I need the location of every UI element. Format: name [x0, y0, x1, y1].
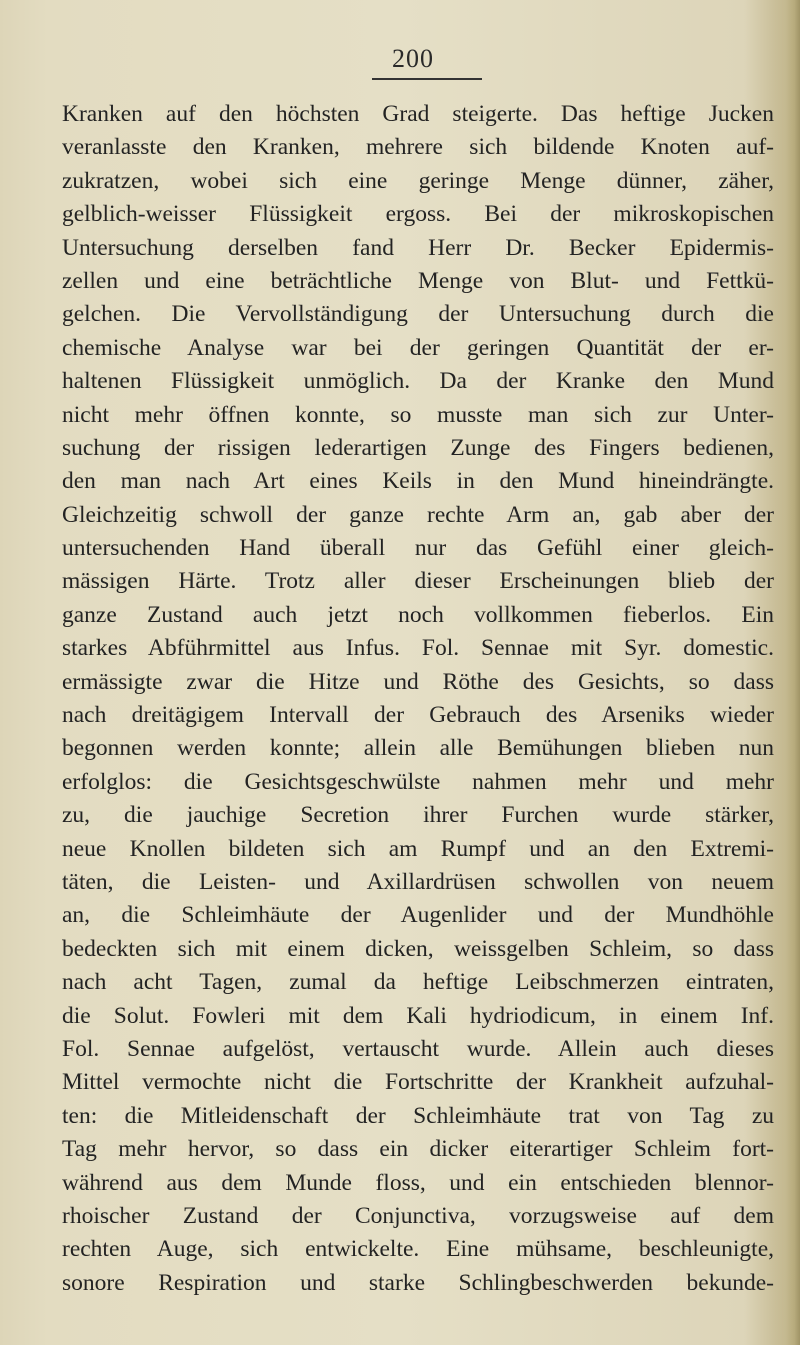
text-line: neue Knollen bildeten sich am Rumpf und an den Extremi- — [62, 835, 774, 862]
text-line: gelblich-weisser Flüssigkeit ergoss. Bei der mikroskopischen — [62, 201, 774, 228]
text-line: Tag mehr hervor, so dass ein dicker eiterartiger Schleim fort- — [62, 1136, 774, 1163]
text-line: zellen und eine beträchtliche Menge von Blut- und Fettkü- — [62, 267, 774, 294]
text-line: veranlasste den Kranken, mehrere sich bildende Knoten auf- — [62, 134, 774, 161]
text-line: täten, die Leisten- und Axillardrüsen schwollen von neuem — [62, 868, 774, 895]
text-line: an, die Schleimhäute der Augenlider und der Mundhöhle — [62, 902, 774, 929]
text-line: sonore Respiration und starke Schlingbeschwerden bekunde- — [62, 1269, 774, 1296]
text-line: untersuchenden Hand überall nur das Gefühl einer gleich- — [62, 535, 774, 562]
text-line: nach dreitägigem Intervall der Gebrauch des Arseniks wieder — [62, 702, 774, 729]
page-number-rule — [372, 78, 482, 80]
text-line: erfolglos: die Gesichtsgeschwülste nahmen mehr und mehr — [62, 768, 774, 795]
text-line: Untersuchung derselben fand Herr Dr. Becker Epidermis- — [62, 234, 774, 261]
page-number: 200 — [392, 44, 434, 73]
text-line: während aus dem Munde floss, und ein entschieden blennor- — [62, 1169, 774, 1196]
text-line: chemische Analyse war bei der geringen Quantität der er- — [62, 334, 774, 361]
text-line: starkes Abführmittel aus Infus. Fol. Sennae mit Syr. domestic. — [62, 635, 774, 662]
text-line: Gleichzeitig schwoll der ganze rechte Arm an, gab aber der — [62, 501, 774, 528]
text-line: gelchen. Die Vervollständigung der Untersuchung durch die — [62, 301, 774, 328]
text-line: Mittel vermochte nicht die Fortschritte der Krankheit aufzuhal- — [62, 1069, 774, 1096]
text-line: zu, die jauchige Secretion ihrer Furchen wurde stärker, — [62, 802, 774, 829]
text-line: nach acht Tagen, zumal da heftige Leibschmerzen eintraten, — [62, 969, 774, 996]
text-line: die Solut. Fowleri mit dem Kali hydriodicum, in einem Inf. — [62, 1002, 774, 1029]
text-line: begonnen werden konnte; allein alle Bemühungen blieben nun — [62, 735, 774, 762]
page-edge-shadow — [786, 0, 800, 1345]
text-line: haltenen Flüssigkeit unmöglich. Da der Kranke den Mund — [62, 368, 774, 395]
text-line: ganze Zustand auch jetzt noch vollkommen fieberlos. Ein — [62, 601, 774, 628]
text-line: ermässigte zwar die Hitze und Röthe des Gesichts, so dass — [62, 668, 774, 695]
text-line: rechten Auge, sich entwickelte. Eine mühsame, beschleunigte, — [62, 1236, 774, 1263]
text-line: zukratzen, wobei sich eine geringe Menge dünner, zäher, — [62, 167, 774, 194]
text-line: den man nach Art eines Keils in den Mund hineindrängte. — [62, 468, 774, 495]
text-line: bedeckten sich mit einem dicken, weissgelben Schleim, so dass — [62, 935, 774, 962]
body-text — [62, 98, 774, 1300]
text-line: rhoischer Zustand der Conjunctiva, vorzugsweise auf dem — [62, 1202, 774, 1229]
text-line: Fol. Sennae aufgelöst, vertauscht wurde. Allein auch dieses — [62, 1035, 774, 1062]
text-line: mässigen Härte. Trotz aller dieser Erscheinungen blieb der — [62, 568, 774, 595]
text-line: Kranken auf den höchsten Grad steigerte. Das heftige Jucken — [62, 101, 774, 127]
text-line: nicht mehr öffnen konnte, so musste man sich zur Unter- — [62, 401, 774, 428]
text-line: ten: die Mitleidenschaft der Schleimhäute trat von Tag zu — [62, 1102, 774, 1129]
text-line: suchung der rissigen lederartigen Zunge des Fingers bedienen, — [62, 434, 774, 461]
